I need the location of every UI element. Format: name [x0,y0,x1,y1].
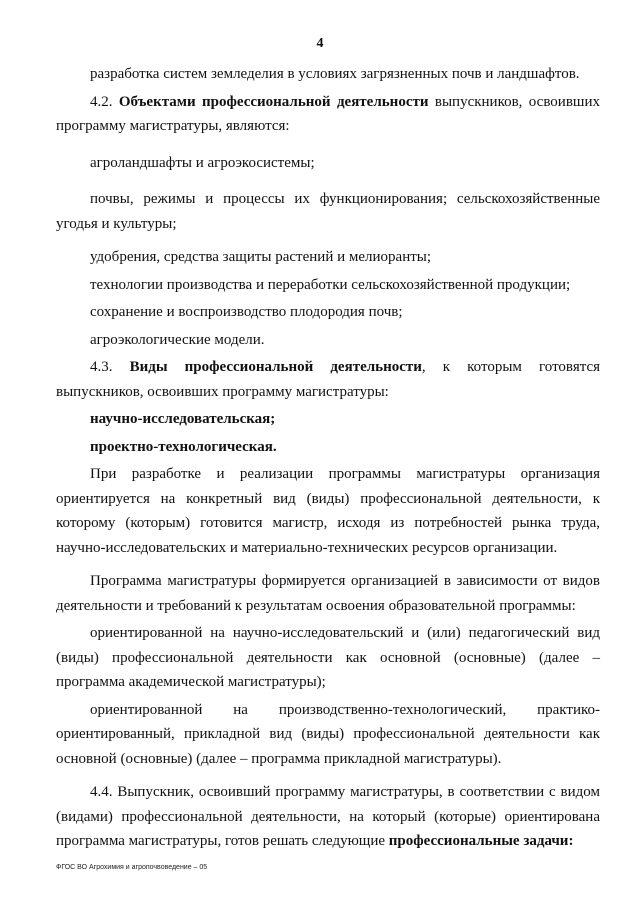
paragraph-development: При разработке и реализации программы магистратуры организация ориентируется на конкретный вид (виды) профессиональной деятельности, к которому (которым) готовится магистр, исходя из потребностей рынка труда, научно-исследовательских и материально-технических ресурсов организации. [56,466,600,556]
object-item: почвы, режимы и процессы их функционирования; сельскохозяйственные угодья и культуры; [56,191,600,232]
section-4-4 [56,780,600,854]
section-4-2-heading: Объектами профессиональной деятельности [118,93,429,110]
section-4-3-text: , к которым готовятся выпускников, освоивших программу магистратуры: [56,359,601,400]
object-item: удобрения, средства защиты растений и мелиоранты; [90,249,432,265]
object-item: технологии производства и переработки сельскохозяйственной продукции; [90,276,571,293]
section-4-2-text: выпускников, освоивших программу магистратуры, являются: [56,93,600,134]
paragraph-land-systems: разработка систем земледелия в условиях загрязненных почв и ландшафтов. [90,66,580,82]
section-4-4-text: 4.4. Выпускник, освоивший программу магистратуры, в соответствии с видом (видами) профессиональной деятельности, на который (которые) ориентирована программа магистратуры, готов решать следующие [56,784,600,849]
page-number: 4 [316,36,324,51]
paragraph-program-forming: Программа магистратуры формируется организацией в зависимости от видов деятельности и требований к результатам освоения образовательной программы: [56,573,600,614]
document-body [56,62,600,854]
section-4-4-heading: профессиональные задачи: [388,833,574,849]
section-4-2 [56,90,600,139]
object-item: агроландшафты и агроэкосистемы; [90,154,315,171]
paragraph-applied: ориентированной на производственно-технологический, практико-ориентированный, прикладной вид (виды) профессиональной деятельности как основной (основные) (далее – программа прикладной магистратуры). [56,701,600,767]
object-item: агроэкологические модели. [90,331,265,348]
activity-kind: проектно-технологическая. [90,438,277,455]
section-4-3-number: 4.3. [90,359,130,375]
paragraph-academic: ориентированной на научно-исследовательский и (или) педагогический вид (виды) профессиональной деятельности как основной (основные) (далее – программа академической магистратуры); [56,625,600,690]
section-4-3 [56,355,600,404]
section-4-2-number: 4.2. [90,93,119,110]
object-item: сохранение и воспроизводство плодородия почв; [90,304,403,320]
activity-kind: научно-исследовательская; [90,411,276,427]
page-footer: ФГОС ВО Агрохимия и агропочвоведение – 05 [56,864,208,871]
section-4-3-heading: Виды профессиональной деятельности [129,359,422,375]
